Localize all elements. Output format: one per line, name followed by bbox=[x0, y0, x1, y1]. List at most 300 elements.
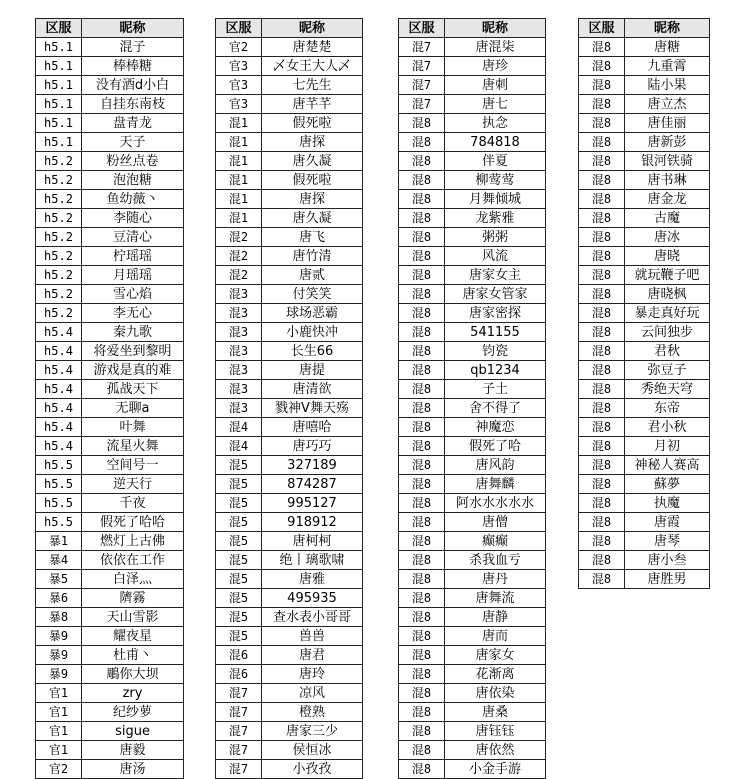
nickname-cell: 银河铁骑 bbox=[625, 152, 710, 171]
server-cell: 混6 bbox=[216, 665, 262, 684]
nickname-cell: 唐柯柯 bbox=[262, 532, 363, 551]
nickname-cell: 784818 bbox=[445, 133, 546, 152]
table-row bbox=[579, 114, 710, 133]
nickname-cell: 燃灯上古佛 bbox=[82, 532, 184, 551]
table-row bbox=[216, 133, 363, 152]
server-cell: h5.1 bbox=[36, 76, 82, 95]
table-row bbox=[216, 266, 363, 285]
server-cell: h5.2 bbox=[36, 247, 82, 266]
player-table-3 bbox=[398, 18, 546, 779]
nickname-cell: 唐久凝 bbox=[262, 152, 363, 171]
nickname-cell: 鵰你大坝 bbox=[82, 665, 184, 684]
nickname-cell: 凉风 bbox=[262, 684, 363, 703]
nickname-cell: 唐汤 bbox=[82, 760, 184, 779]
table-row bbox=[36, 627, 184, 646]
table-row bbox=[579, 380, 710, 399]
table-row bbox=[399, 152, 546, 171]
server-cell: h5.4 bbox=[36, 437, 82, 456]
nickname-cell: 唐君 bbox=[262, 646, 363, 665]
nickname-cell: 叶舞 bbox=[82, 418, 184, 437]
server-cell: 混8 bbox=[579, 570, 625, 589]
server-cell: 混8 bbox=[399, 228, 445, 247]
server-cell: h5.1 bbox=[36, 114, 82, 133]
server-cell: 官2 bbox=[36, 760, 82, 779]
server-cell: 混7 bbox=[399, 57, 445, 76]
server-cell: 混8 bbox=[579, 38, 625, 57]
nickname-cell: 唐钰钰 bbox=[445, 722, 546, 741]
nickname-cell: 唐探 bbox=[262, 190, 363, 209]
nickname-cell: 李随心 bbox=[82, 209, 184, 228]
table-row bbox=[36, 532, 184, 551]
server-cell: h5.2 bbox=[36, 190, 82, 209]
server-cell: 官3 bbox=[216, 95, 262, 114]
server-cell: 混7 bbox=[399, 38, 445, 57]
table-row bbox=[36, 684, 184, 703]
nickname-cell: qb1234 bbox=[445, 361, 546, 380]
server-cell: h5.1 bbox=[36, 133, 82, 152]
table-row bbox=[579, 323, 710, 342]
table-row bbox=[579, 418, 710, 437]
server-cell: 混8 bbox=[579, 361, 625, 380]
server-cell: 官1 bbox=[36, 684, 82, 703]
server-cell: 混8 bbox=[399, 532, 445, 551]
table-row bbox=[399, 665, 546, 684]
nickname-cell: 唐珍 bbox=[445, 57, 546, 76]
server-cell: 暴9 bbox=[36, 646, 82, 665]
table-row bbox=[36, 399, 184, 418]
nickname-cell: 327189 bbox=[262, 456, 363, 475]
table-row bbox=[216, 570, 363, 589]
server-cell: 混7 bbox=[216, 722, 262, 741]
server-cell: 混3 bbox=[216, 285, 262, 304]
table-row bbox=[579, 551, 710, 570]
server-cell: h5.1 bbox=[36, 38, 82, 57]
nickname-cell: 舍不得了 bbox=[445, 399, 546, 418]
nickname-column-header: 昵称 bbox=[625, 19, 710, 38]
table-row bbox=[216, 190, 363, 209]
table-row bbox=[399, 551, 546, 570]
server-cell: 混8 bbox=[399, 760, 445, 779]
player-table-2 bbox=[215, 18, 363, 779]
table-row bbox=[399, 437, 546, 456]
nickname-cell: 天子 bbox=[82, 133, 184, 152]
nickname-cell: 唐家三少 bbox=[262, 722, 363, 741]
table-row bbox=[399, 209, 546, 228]
table-row bbox=[216, 399, 363, 418]
nickname-cell: 孤战天下 bbox=[82, 380, 184, 399]
table-row bbox=[216, 703, 363, 722]
server-cell: 官2 bbox=[216, 38, 262, 57]
server-cell: h5.1 bbox=[36, 57, 82, 76]
table-row bbox=[579, 456, 710, 475]
nickname-cell: 泡泡糖 bbox=[82, 171, 184, 190]
server-cell: h5.1 bbox=[36, 95, 82, 114]
server-cell: h5.2 bbox=[36, 304, 82, 323]
server-cell: 混8 bbox=[399, 114, 445, 133]
nickname-cell: 付笑笑 bbox=[262, 285, 363, 304]
nickname-cell: 绝丨璃歌啸 bbox=[262, 551, 363, 570]
table-row bbox=[399, 380, 546, 399]
server-cell: 混8 bbox=[399, 190, 445, 209]
table-row bbox=[399, 95, 546, 114]
server-cell: 混1 bbox=[216, 114, 262, 133]
nickname-cell: 唐家女管家 bbox=[445, 285, 546, 304]
nickname-cell: 假死啦 bbox=[262, 114, 363, 133]
table-row bbox=[36, 171, 184, 190]
server-cell: 混8 bbox=[399, 475, 445, 494]
nickname-cell: 棒棒糖 bbox=[82, 57, 184, 76]
server-cell: 混8 bbox=[399, 380, 445, 399]
server-cell: 混4 bbox=[216, 437, 262, 456]
table-row bbox=[36, 95, 184, 114]
server-cell: 混2 bbox=[216, 228, 262, 247]
table-row bbox=[579, 152, 710, 171]
nickname-cell: 戮神V舞天殇 bbox=[262, 399, 363, 418]
table-row bbox=[579, 209, 710, 228]
nickname-cell: 君小秋 bbox=[625, 418, 710, 437]
server-cell: 混5 bbox=[216, 456, 262, 475]
table-row bbox=[399, 190, 546, 209]
server-cell: h5.5 bbox=[36, 475, 82, 494]
server-cell: 暴9 bbox=[36, 665, 82, 684]
nickname-cell: 唐舞麟 bbox=[445, 475, 546, 494]
table-row bbox=[579, 57, 710, 76]
table-row bbox=[399, 76, 546, 95]
nickname-cell: 唐依染 bbox=[445, 684, 546, 703]
server-cell: 混8 bbox=[579, 228, 625, 247]
table-row bbox=[216, 551, 363, 570]
nickname-cell: 盘青龙 bbox=[82, 114, 184, 133]
nickname-cell: 陆小果 bbox=[625, 76, 710, 95]
server-cell: 混1 bbox=[216, 209, 262, 228]
nickname-cell: 唐清欲 bbox=[262, 380, 363, 399]
server-cell: 混8 bbox=[579, 494, 625, 513]
server-cell: 混8 bbox=[579, 95, 625, 114]
nickname-cell: 唐毅 bbox=[82, 741, 184, 760]
server-column-header: 区服 bbox=[216, 19, 262, 38]
nickname-cell: 将爱坐到黎明 bbox=[82, 342, 184, 361]
table-row bbox=[36, 323, 184, 342]
table-row bbox=[216, 247, 363, 266]
table-row bbox=[36, 57, 184, 76]
nickname-cell: 唐混柒 bbox=[445, 38, 546, 57]
table-row bbox=[399, 133, 546, 152]
server-cell: 官3 bbox=[216, 57, 262, 76]
server-cell: 混8 bbox=[579, 551, 625, 570]
server-cell: h5.2 bbox=[36, 285, 82, 304]
table-row bbox=[36, 152, 184, 171]
table-row bbox=[399, 722, 546, 741]
server-cell: 混8 bbox=[579, 152, 625, 171]
table-row bbox=[399, 532, 546, 551]
nickname-cell: 唐提 bbox=[262, 361, 363, 380]
table-row bbox=[579, 532, 710, 551]
server-cell: 混8 bbox=[399, 342, 445, 361]
server-cell: 混8 bbox=[579, 456, 625, 475]
table-row bbox=[216, 456, 363, 475]
server-cell: 混6 bbox=[216, 646, 262, 665]
nickname-cell: 无聊a bbox=[82, 399, 184, 418]
server-cell: 混5 bbox=[216, 589, 262, 608]
server-cell: 混8 bbox=[579, 285, 625, 304]
server-cell: 混8 bbox=[399, 266, 445, 285]
server-cell: 混1 bbox=[216, 190, 262, 209]
nickname-cell: 自挂东南枝 bbox=[82, 95, 184, 114]
table-row bbox=[216, 304, 363, 323]
server-cell: 混5 bbox=[216, 608, 262, 627]
server-cell: 混8 bbox=[399, 570, 445, 589]
nickname-cell: 唐金龙 bbox=[625, 190, 710, 209]
nickname-cell: 唐静 bbox=[445, 608, 546, 627]
server-cell: 混8 bbox=[579, 304, 625, 323]
table-row bbox=[399, 456, 546, 475]
nickname-cell: 唐家密探 bbox=[445, 304, 546, 323]
table-row bbox=[216, 437, 363, 456]
table-row bbox=[399, 361, 546, 380]
nickname-cell: 唐贰 bbox=[262, 266, 363, 285]
nickname-cell: 假死了哈哈 bbox=[82, 513, 184, 532]
server-cell: 混3 bbox=[216, 323, 262, 342]
table-row bbox=[399, 304, 546, 323]
server-cell: 混8 bbox=[579, 437, 625, 456]
nickname-cell: 没有酒d小白 bbox=[82, 76, 184, 95]
server-column-header: 区服 bbox=[399, 19, 445, 38]
server-cell: 混8 bbox=[579, 190, 625, 209]
nickname-cell: 粥粥 bbox=[445, 228, 546, 247]
nickname-cell: 李无心 bbox=[82, 304, 184, 323]
server-cell: h5.5 bbox=[36, 513, 82, 532]
table-row bbox=[216, 684, 363, 703]
table-row bbox=[216, 323, 363, 342]
server-cell: h5.2 bbox=[36, 266, 82, 285]
table-row bbox=[36, 456, 184, 475]
nickname-cell: 假死了哈 bbox=[445, 437, 546, 456]
server-cell: 混3 bbox=[216, 399, 262, 418]
table-row bbox=[36, 380, 184, 399]
table-row bbox=[579, 171, 710, 190]
nickname-cell: 唐刺 bbox=[445, 76, 546, 95]
server-cell: 混7 bbox=[399, 95, 445, 114]
nickname-cell: 执念 bbox=[445, 114, 546, 133]
table-row bbox=[36, 722, 184, 741]
nickname-cell: 唐舞流 bbox=[445, 589, 546, 608]
server-cell: 混7 bbox=[216, 741, 262, 760]
nickname-cell: 蘇夢 bbox=[625, 475, 710, 494]
server-cell: 混1 bbox=[216, 133, 262, 152]
server-cell: h5.4 bbox=[36, 323, 82, 342]
server-cell: 混8 bbox=[399, 722, 445, 741]
nickname-cell: 伴夏 bbox=[445, 152, 546, 171]
table-row bbox=[399, 228, 546, 247]
server-cell: h5.2 bbox=[36, 209, 82, 228]
nickname-column-header: 昵称 bbox=[445, 19, 546, 38]
nickname-cell: 唐桑 bbox=[445, 703, 546, 722]
table-row bbox=[579, 437, 710, 456]
table-row bbox=[36, 114, 184, 133]
table-row bbox=[399, 399, 546, 418]
server-cell: 混8 bbox=[399, 209, 445, 228]
server-cell: 混7 bbox=[216, 684, 262, 703]
table-row bbox=[216, 380, 363, 399]
nickname-cell: 乄女王大人乄 bbox=[262, 57, 363, 76]
table-row bbox=[579, 95, 710, 114]
nickname-cell: 唐家女主 bbox=[445, 266, 546, 285]
table-row bbox=[36, 361, 184, 380]
nickname-cell: 侯恒冰 bbox=[262, 741, 363, 760]
table-row bbox=[579, 133, 710, 152]
nickname-cell: 混子 bbox=[82, 38, 184, 57]
server-cell: 混8 bbox=[579, 133, 625, 152]
table-row bbox=[216, 76, 363, 95]
table-row bbox=[579, 266, 710, 285]
server-cell: h5.2 bbox=[36, 152, 82, 171]
server-cell: 混8 bbox=[399, 361, 445, 380]
table-row bbox=[36, 342, 184, 361]
table-row bbox=[216, 475, 363, 494]
nickname-cell: 隮霧 bbox=[82, 589, 184, 608]
nickname-cell: 球场恶霸 bbox=[262, 304, 363, 323]
server-cell: 混8 bbox=[399, 285, 445, 304]
nickname-cell: 唐霞 bbox=[625, 513, 710, 532]
server-cell: 混8 bbox=[399, 247, 445, 266]
nickname-cell: 神魔恋 bbox=[445, 418, 546, 437]
table-row bbox=[399, 513, 546, 532]
table-row bbox=[36, 304, 184, 323]
nickname-cell: 541155 bbox=[445, 323, 546, 342]
server-cell: 官1 bbox=[36, 741, 82, 760]
nickname-cell: 唐飞 bbox=[262, 228, 363, 247]
server-cell: 混5 bbox=[216, 532, 262, 551]
nickname-cell: 白泽灬 bbox=[82, 570, 184, 589]
server-cell: 混8 bbox=[579, 323, 625, 342]
table-row bbox=[36, 608, 184, 627]
table-row bbox=[399, 475, 546, 494]
table-row bbox=[579, 361, 710, 380]
table-row bbox=[579, 475, 710, 494]
server-cell: 混8 bbox=[399, 551, 445, 570]
server-cell: 混8 bbox=[399, 171, 445, 190]
nickname-cell: 唐新彭 bbox=[625, 133, 710, 152]
nickname-cell: 小鹿快冲 bbox=[262, 323, 363, 342]
server-cell: 混8 bbox=[399, 494, 445, 513]
header-row bbox=[36, 19, 184, 38]
server-cell: h5.2 bbox=[36, 171, 82, 190]
server-cell: 混8 bbox=[399, 646, 445, 665]
server-cell: 混8 bbox=[579, 57, 625, 76]
nickname-cell: 就玩鞭子吧 bbox=[625, 266, 710, 285]
table-row bbox=[36, 437, 184, 456]
server-cell: h5.5 bbox=[36, 456, 82, 475]
nickname-cell: 995127 bbox=[262, 494, 363, 513]
server-cell: 混3 bbox=[216, 380, 262, 399]
server-cell: 官1 bbox=[36, 703, 82, 722]
table-row bbox=[579, 228, 710, 247]
table-row bbox=[216, 171, 363, 190]
server-cell: 混7 bbox=[216, 760, 262, 779]
table-row bbox=[216, 665, 363, 684]
nickname-cell: 唐久凝 bbox=[262, 209, 363, 228]
table-row bbox=[36, 38, 184, 57]
table-row bbox=[216, 513, 363, 532]
nickname-cell: 唐玲 bbox=[262, 665, 363, 684]
table-row bbox=[36, 551, 184, 570]
table-row bbox=[36, 570, 184, 589]
server-cell: 混1 bbox=[216, 152, 262, 171]
server-cell: 混8 bbox=[579, 418, 625, 437]
table-row bbox=[216, 532, 363, 551]
nickname-cell: 假死啦 bbox=[262, 171, 363, 190]
server-cell: 混8 bbox=[399, 684, 445, 703]
nickname-cell: 874287 bbox=[262, 475, 363, 494]
nickname-cell: 唐立杰 bbox=[625, 95, 710, 114]
server-cell: 混3 bbox=[216, 304, 262, 323]
server-cell: 混8 bbox=[399, 437, 445, 456]
nickname-cell: 神秘人赛高 bbox=[625, 456, 710, 475]
nickname-cell: 月瑶瑶 bbox=[82, 266, 184, 285]
server-cell: 混7 bbox=[399, 76, 445, 95]
table-row bbox=[216, 209, 363, 228]
table-row bbox=[579, 570, 710, 589]
table-row bbox=[399, 494, 546, 513]
nickname-cell: 九重霄 bbox=[625, 57, 710, 76]
nickname-cell: sigue bbox=[82, 722, 184, 741]
nickname-cell: 月舞倾城 bbox=[445, 190, 546, 209]
table-row bbox=[399, 285, 546, 304]
nickname-cell: 暴走真好玩 bbox=[625, 304, 710, 323]
table-row bbox=[399, 171, 546, 190]
nickname-cell: 钧瓷 bbox=[445, 342, 546, 361]
server-cell: 暴9 bbox=[36, 627, 82, 646]
server-cell: h5.4 bbox=[36, 418, 82, 437]
table-row bbox=[36, 266, 184, 285]
server-cell: 混8 bbox=[399, 627, 445, 646]
nickname-cell: 空间号一 bbox=[82, 456, 184, 475]
nickname-cell: 小金手游 bbox=[445, 760, 546, 779]
table-row bbox=[399, 703, 546, 722]
nickname-cell: 雪心焰 bbox=[82, 285, 184, 304]
table-row bbox=[399, 608, 546, 627]
nickname-cell: 逆天行 bbox=[82, 475, 184, 494]
server-column-header: 区服 bbox=[36, 19, 82, 38]
table-row bbox=[399, 589, 546, 608]
server-cell: 官3 bbox=[216, 76, 262, 95]
nickname-cell: 兽兽 bbox=[262, 627, 363, 646]
table-row bbox=[399, 114, 546, 133]
server-cell: 暴8 bbox=[36, 608, 82, 627]
server-cell: 混8 bbox=[399, 304, 445, 323]
server-cell: 混5 bbox=[216, 570, 262, 589]
nickname-cell: zry bbox=[82, 684, 184, 703]
table-row bbox=[579, 190, 710, 209]
server-cell: 混5 bbox=[216, 551, 262, 570]
table-row bbox=[36, 133, 184, 152]
nickname-cell: 子土 bbox=[445, 380, 546, 399]
nickname-cell: 495935 bbox=[262, 589, 363, 608]
server-cell: 混4 bbox=[216, 418, 262, 437]
nickname-cell: 执魔 bbox=[625, 494, 710, 513]
nickname-cell: 唐小叁 bbox=[625, 551, 710, 570]
table-row bbox=[579, 76, 710, 95]
table-row bbox=[579, 38, 710, 57]
table-row bbox=[36, 247, 184, 266]
table-row bbox=[36, 190, 184, 209]
nickname-cell: 唐晓枫 bbox=[625, 285, 710, 304]
nickname-cell: 粉丝点卷 bbox=[82, 152, 184, 171]
nickname-cell: 弥豆子 bbox=[625, 361, 710, 380]
nickname-cell: 唐竹清 bbox=[262, 247, 363, 266]
nickname-cell: 唐芊芊 bbox=[262, 95, 363, 114]
server-cell: 混5 bbox=[216, 475, 262, 494]
